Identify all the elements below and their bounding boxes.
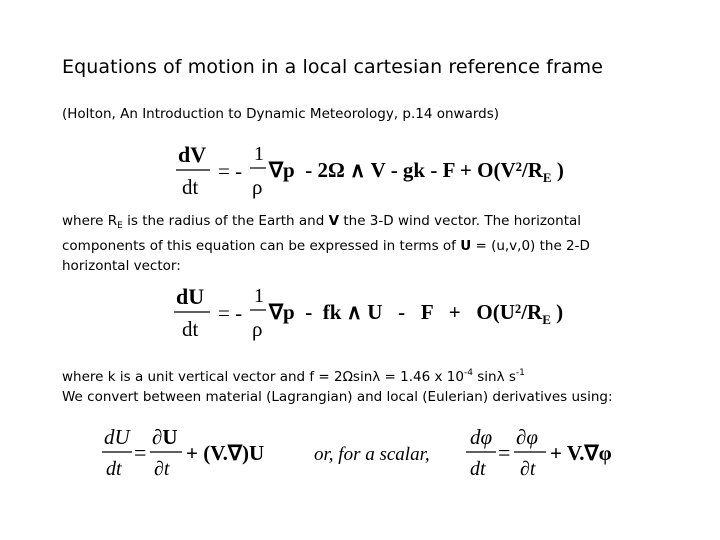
equation-material-derivative — [100, 422, 620, 484]
eq1-denominator: dt — [182, 175, 199, 199]
equation-3d-momentum — [170, 140, 590, 202]
paragraph-line: where $R_E$ is the radius of the Earth and V the 3-D wind vector. The horizontal — [62, 213, 582, 231]
paragraph-line: components of this equation can be expressed in terms of U = (u,v,0) the 2-D — [62, 238, 590, 254]
eq3-lhs-denominator: dt — [106, 458, 122, 480]
eq3-scalar-advection: + V.∇φ — [550, 441, 612, 465]
eq3-scalar-lhs-denominator: dt — [470, 458, 486, 480]
eq1-coef-numerator: 1 — [254, 143, 264, 165]
eq2-denominator: dt — [182, 317, 199, 341]
slide-title: Equations of motion in a local cartesian reference frame — [62, 56, 604, 78]
paragraph-coriolis — [62, 363, 613, 407]
eq1-numerator: dV — [178, 142, 207, 167]
eq3-advection: + (V.∇)U — [186, 441, 265, 465]
eq2-equals-minus: = - — [218, 301, 243, 325]
eq1-equals-minus: = - — [218, 159, 243, 183]
eq3-equals: = — [134, 440, 147, 465]
eq3-scalar-equals: = — [498, 440, 511, 465]
eq3-lhs-numerator: dU — [104, 425, 130, 449]
eq3-scalar-partial-numerator: ∂φ — [516, 425, 538, 449]
eq2-numerator: dU — [176, 284, 205, 309]
paragraph-line: We convert between material (Lagrangian) and local (Eulerian) derivatives using: — [62, 389, 613, 405]
eq1-rhs: ∇p - 2Ω ∧ V - gk - $F + O(V^2/R_E$ ) — [269, 158, 564, 185]
eq2-rhs: ∇p - fk ∧ $U - F + O(U^2/R_E$ ) — [269, 300, 564, 327]
citation: (Holton, An Introduction to Dynamic Meteorology, p.14 onwards) — [62, 106, 500, 122]
paragraph-line: where k is a unit vertical vector and f = 2Ωsinλ = 1.46 x $10^{-4}$ sinλ $s^{-1}$ — [62, 368, 525, 385]
eq3-scalar-label: or, for a scalar, — [314, 444, 430, 465]
eq1-coef-denominator: ρ — [252, 175, 263, 199]
equation-2d-momentum — [170, 282, 590, 344]
eq3-scalar-lhs-numerator: dφ — [470, 425, 493, 449]
paragraph-earth-radius — [62, 211, 590, 276]
eq3-partial-denominator: ∂t — [154, 458, 170, 480]
eq2-coef-numerator: 1 — [254, 285, 264, 307]
paragraph-line: horizontal vector: — [62, 258, 181, 274]
eq3-partial-numerator: ∂U — [152, 425, 178, 449]
eq2-coef-denominator: ρ — [252, 317, 263, 341]
eq3-scalar-partial-denominator: ∂t — [520, 458, 536, 480]
